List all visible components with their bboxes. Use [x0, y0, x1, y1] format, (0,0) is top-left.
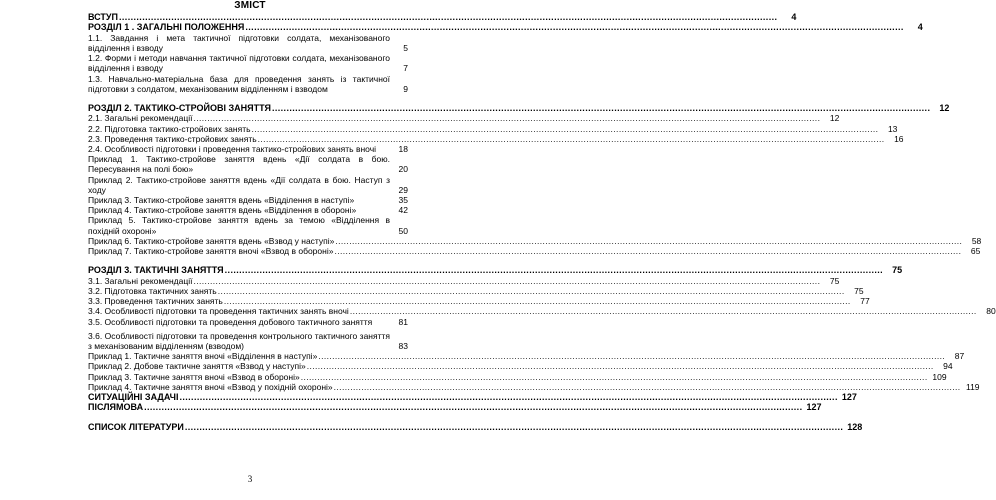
dot-leader [224, 296, 851, 306]
spacer [88, 413, 408, 422]
toc-entry-title: СПИСОК ЛІТЕРАТУРИ [88, 421, 184, 432]
toc-page-number: 75 [854, 285, 864, 296]
toc-entry[interactable] [88, 275, 840, 286]
toc-entry[interactable] [88, 33, 408, 53]
toc-entry[interactable] [88, 246, 981, 257]
toc-entry[interactable] [88, 331, 408, 351]
toc-page-number: 80 [986, 306, 996, 317]
toc-entry[interactable] [88, 53, 408, 73]
toc-entry-title: РОЗДІЛ 1 . ЗАГАЛЬНІ ПОЛОЖЕННЯ [88, 22, 245, 33]
toc-page-number: 127 [806, 402, 822, 413]
toc-entry-title: РОЗДІЛ 3. ТАКТИЧНІ ЗАНЯТТЯ [88, 265, 224, 276]
dot-leader [307, 361, 934, 371]
dot-leader [335, 236, 962, 246]
toc-entry[interactable] [88, 175, 408, 195]
toc-entry-title: 3.2. Підготовка тактичних занять [88, 285, 217, 296]
toc-page-number: 13 [887, 123, 898, 134]
toc-entry-title: 2.3. Проведення тактико-стройових занять [88, 133, 257, 144]
dot-leader [185, 422, 843, 432]
toc-section-entry[interactable] [88, 12, 797, 22]
toc-entry-title: 1.1. Завдання і мета тактичної підготовки солдата, механізованого відділення і взводу [88, 32, 390, 54]
dot-leader [318, 351, 945, 361]
toc-page-number: 4 [791, 12, 797, 22]
toc-entry[interactable] [88, 195, 408, 205]
toc-entry-title: 1.3. Навчально-матеріальна база для проведення занять із тактичної підготовки з солдатом, механізованим відділенням і взводом [88, 73, 390, 94]
toc-entry-title: Приклад 3. Тактико-стройове заняття вдень «Відділення в наступі» [88, 195, 355, 206]
toc-entry[interactable] [88, 351, 965, 362]
dot-leader [334, 246, 961, 256]
toc-entry[interactable] [88, 154, 408, 174]
toc-entry[interactable] [88, 317, 408, 327]
dot-leader [119, 12, 777, 22]
dot-leader [179, 392, 837, 402]
toc-entry-title: 2.2. Підготовка тактико-стройових занять [88, 123, 251, 134]
toc-entry-title: РОЗДІЛ 2. ТАКТИКО-СТРОЙОВІ ЗАНЯТТЯ [88, 103, 271, 114]
toc-section-entry[interactable] [88, 391, 857, 402]
table-of-contents [88, 12, 996, 432]
toc-page-number: 4 [917, 22, 923, 33]
toc-page-number: 29 [398, 184, 408, 195]
toc-section-entry[interactable] [88, 103, 950, 114]
toc-page-number: 12 [829, 113, 840, 124]
toc-entry[interactable] [88, 113, 840, 124]
toc-entry-title: 2.1. Загальні рекомендації [88, 113, 193, 124]
toc-entry-title: Приклад 4. Тактичне заняття вночі «Взвод у похідній охороні» [88, 381, 333, 392]
toc-page-number: 58 [971, 235, 982, 246]
toc-entry-title: Приклад 4. Тактико-стройове заняття вдень «Відділення в обороні» [88, 205, 357, 216]
toc-entry-title: Приклад 6. Тактико-стройове заняття вдень «Взвод у наступі» [88, 235, 335, 246]
toc-entry[interactable] [88, 123, 898, 134]
toc-entry-title: 3.1. Загальні рекомендації [88, 275, 193, 286]
dot-leader [272, 103, 930, 113]
toc-page-number: 119 [965, 381, 980, 392]
toc-entry[interactable] [88, 74, 408, 94]
toc-section-entry[interactable] [88, 421, 863, 432]
toc-entry[interactable] [88, 285, 864, 296]
toc-entry[interactable] [88, 296, 870, 307]
dot-leader [350, 306, 977, 316]
toc-entry[interactable] [88, 235, 982, 246]
toc-entry[interactable] [88, 205, 408, 215]
toc-section-entry[interactable] [88, 265, 903, 276]
toc-entry-title: Приклад 3. Тактичне заняття вночі «Взвод в обороні» [88, 371, 300, 382]
dot-leader [193, 276, 820, 286]
toc-page-number: 42 [398, 205, 408, 216]
page-title: ЗМІСТ [234, 0, 266, 11]
toc-page-number: 12 [939, 103, 950, 114]
toc-page-number: 128 [847, 421, 863, 432]
toc-entry-title: 1.2. Форми і методи навчання тактичної підготовки солдата, механізованого відділення і взводу [88, 53, 390, 74]
toc-entry-title: Приклад 1. Тактичне заняття вночі «Відділення в наступі» [88, 351, 318, 362]
toc-page-number: 75 [892, 265, 903, 276]
toc-entry[interactable] [88, 215, 408, 235]
toc-entry[interactable] [88, 371, 947, 382]
toc-entry[interactable] [88, 133, 904, 144]
toc-page-number: 7 [403, 63, 408, 74]
toc-page-number: 50 [398, 225, 408, 236]
spacer [88, 256, 408, 265]
toc-entry-title: 3.5. Особливості підготовки та проведення добового тактичного заняття [88, 316, 373, 327]
dot-leader [144, 402, 802, 412]
toc-page-number: 109 [932, 371, 947, 382]
toc-section-entry[interactable] [88, 402, 822, 413]
toc-page-number: 75 [829, 275, 840, 286]
toc-page-number: 77 [860, 296, 870, 307]
toc-entry-title: ПІСЛЯМОВА [88, 402, 144, 413]
toc-entry-title: Приклад 5. Тактико-стройове заняття вдень за темою «Відділення в похідній охороні» [88, 215, 390, 236]
dot-leader [193, 113, 820, 123]
toc-entry-title: Приклад 7. Тактико-стройове заняття вночі «Взвод в обороні» [88, 246, 334, 257]
toc-entry[interactable] [88, 381, 980, 392]
toc-entry-title: 3.4. Особливості підготовки та проведення тактичних занять вночі [88, 306, 349, 317]
dot-leader [301, 372, 928, 382]
toc-entry[interactable] [88, 144, 408, 154]
toc-page-number: 83 [398, 340, 408, 351]
dot-leader [245, 22, 903, 32]
toc-page-number: 18 [398, 144, 408, 155]
toc-page-number: 20 [398, 164, 408, 175]
dot-leader [258, 134, 885, 144]
dot-leader [225, 265, 883, 275]
page-number: 3 [247, 474, 253, 484]
toc-entry-title: Приклад 2. Добове тактичне заняття «Взвод у наступі» [88, 361, 306, 372]
toc-page-number: 65 [970, 246, 981, 257]
toc-entry-title: 3.6. Особливості підготовки та проведення контрольного тактичного заняття з механізованим відділенням (взводом) [88, 330, 390, 351]
toc-entry-title: Приклад 1. Тактико-стройове заняття вдень «Дії солдата в бою. Пересування на полі бою» [88, 154, 390, 175]
toc-page-number: 94 [943, 361, 953, 372]
toc-entry[interactable] [88, 306, 996, 317]
toc-entry[interactable] [88, 361, 953, 372]
toc-page-number: 5 [403, 43, 408, 54]
dot-leader [334, 382, 961, 392]
dot-leader [218, 286, 845, 296]
toc-entry-title: 2.4. Особливості підготовки і проведення тактико-стройових занять вночі [88, 144, 377, 155]
dot-leader [252, 124, 879, 134]
toc-page-number: 16 [894, 133, 904, 144]
toc-page-number: 81 [398, 316, 408, 327]
toc-page-number: 127 [841, 391, 857, 402]
toc-entry-title: Приклад 2. Тактико-стройове заняття вдень «Дії солдата в бою. Наступ з ходу [88, 174, 390, 195]
toc-page-number: 9 [403, 83, 408, 94]
toc-entry-title: 3.3. Проведення тактичних занять [88, 296, 223, 307]
toc-entry-title: СИТУАЦІЙНІ ЗАДАЧІ [88, 391, 179, 402]
toc-page-number: 87 [954, 351, 965, 362]
toc-entry-title: ВСТУП [88, 12, 118, 22]
toc-section-entry[interactable] [88, 22, 923, 33]
toc-page-number: 35 [398, 195, 408, 206]
spacer [88, 94, 408, 103]
